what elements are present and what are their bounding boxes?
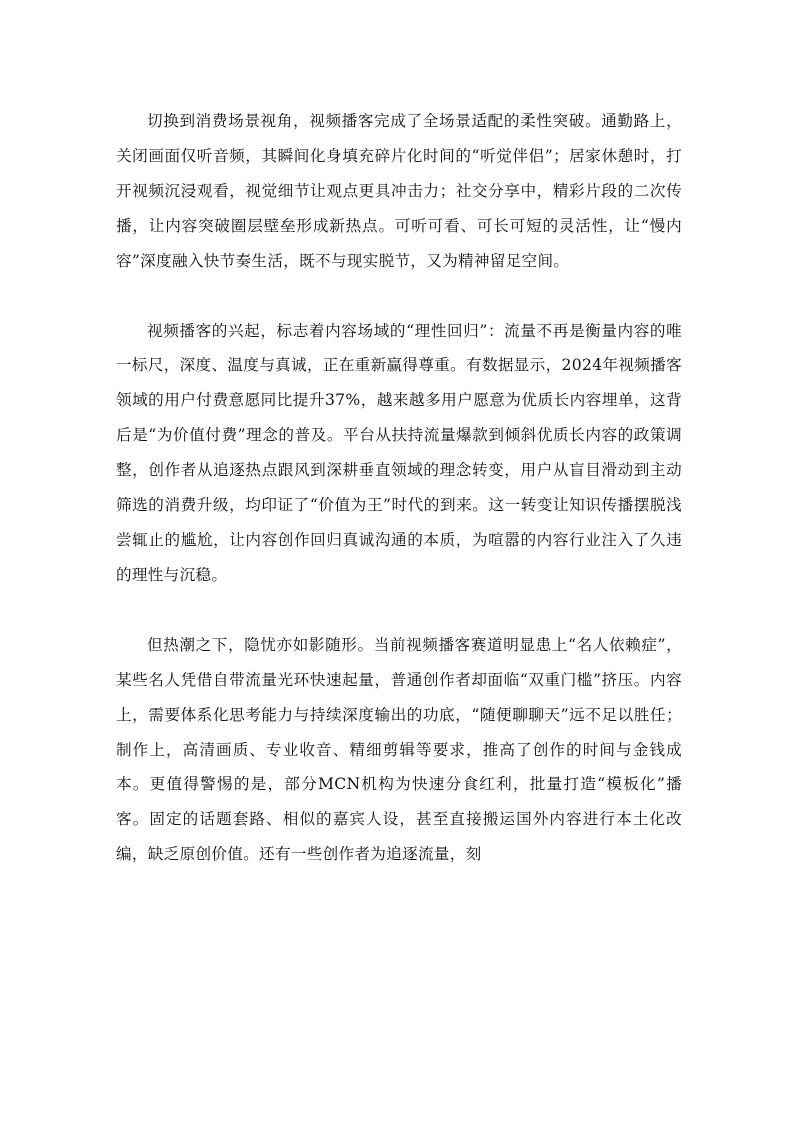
article-body: [116, 104, 682, 872]
paragraph-rational-return: 视频播客的兴起，标志着内容场域的“理性回归”：流量不再是衡量内容的唯一标尺，深度、温度与真诚，正在重新赢得尊重。有数据显示，2024年视频播客领域的用户付费意愿同比提升37%，越来越多用户愿意为优质长内容埋单，这背后是“为价值付费”理念的普及。平台从扶持流量爆款到倾斜优质长内容的政策调整，创作者从追逐热点跟风到深耕垂直领域的理念转变，用户从盲目滑动到主动筛选的消费升级，均印证了“价值为王”时代的到来。这一转变让知识传播摆脱浅尝辄止的尴尬，让内容创作回归真诚沟通的本质，为喧嚣的内容行业注入了久违的理性与沉稳。: [116, 321, 682, 584]
paragraph-hidden-concerns: 但热潮之下，隐忧亦如影随形。当前视频播客赛道明显患上“名人依赖症”，某些名人凭借自带流量光环快速起量，普通创作者却面临“双重门槛”挤压。内容上，需要体系化思考能力与持续深度输出的功底，“随便聊聊天”远不足以胜任；制作上，高清画质、专业收音、精细剪辑等要求，推高了创作的时间与金钱成本。更值得警惕的是，部分MCN机构为快速分食红利，批量打造“模板化”播客。固定的话题套路、相似的嘉宾人设，甚至直接搬运国外内容进行本土化改编，缺乏原创价值。还有一些创作者为追逐流量，刻: [116, 635, 682, 864]
paragraph-consumption-scenarios: 切换到消费场景视角，视频播客完成了全场景适配的柔性突破。通勤路上，关闭画面仅听音频，其瞬间化身填充碎片化时间的“听觉伴侣”；居家休憩时，打开视频沉浸观看，视觉细节让观点更具冲击力；社交分享中，精彩片段的二次传播，让内容突破圈层壁垒形成新热点。可听可看、可长可短的灵活性，让“慢内容”深度融入快节奏生活，既不与现实脱节，又为精神留足空间。: [116, 112, 682, 270]
